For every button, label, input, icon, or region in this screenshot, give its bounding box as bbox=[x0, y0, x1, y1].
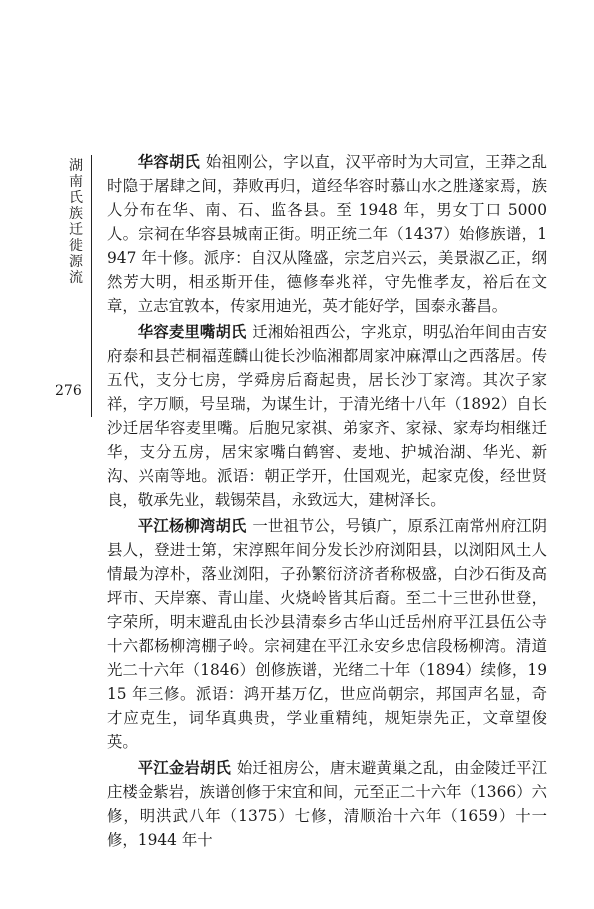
side-title-char: 流 bbox=[69, 270, 83, 286]
paragraph-pingjiang-jinyan-hu bbox=[107, 756, 547, 852]
paragraph-huarong-hu bbox=[107, 150, 547, 318]
side-title-char: 南 bbox=[69, 174, 83, 190]
side-title-char: 族 bbox=[69, 206, 83, 222]
clan-heading: 华容麦里嘴胡氏 bbox=[137, 323, 247, 341]
side-title-char: 徙 bbox=[69, 238, 83, 254]
paragraph-body: 始迁祖房公，唐末避黄巢之乱，由金陵迁平江庄楼金紫岩，族谱创修于宋宜和间，元至正二十六年（1366）六修，明洪武八年（1375）七修，清顺治十六年（1659）十一修，1944 年十 bbox=[107, 759, 547, 849]
page-number: 276 bbox=[55, 383, 82, 399]
side-title-char: 湖 bbox=[69, 158, 83, 174]
paragraph-body: 一世祖节公，号镇广，原系江南常州府江阴县人，登进士第，宋淳熙年间分发长沙府浏阳县，以浏阳风土人情最为淳朴，落业浏阳，子孙繁衍济济者称极盛，白沙石街及高坪市、天岸寨、青山崖、火烧岭皆其后裔。至二十三世孙世登，字荣所，明末避乱由长沙县清泰乡古华山迁岳州府平江县伍公寺十六都杨柳湾棚子岭。宗祠建在平江永安乡忠信段杨柳湾。清道光二十六年（1846）创修族谱，光绪二十年（1894）续修，1915 年三修。派语：鸿开基万亿，世应尚朝宗，邦国声名显，奇才应克生，词华真典贵，学业重精纯，规矩崇先正，文章望俊英。 bbox=[107, 517, 547, 751]
side-title-char: 氏 bbox=[69, 190, 83, 206]
clan-heading: 平江杨柳湾胡氏 bbox=[137, 517, 247, 535]
paragraph-huarong-mailizui-hu bbox=[107, 320, 547, 512]
side-title-char: 迁 bbox=[69, 222, 83, 238]
side-title-char: 源 bbox=[69, 254, 83, 270]
margin-rule bbox=[91, 155, 92, 417]
clan-heading: 华容胡氏 bbox=[137, 153, 200, 171]
main-text bbox=[107, 150, 547, 854]
paragraph-body: 始祖刚公，字以直，汉平帝时为大司宣，王莽之乱时隐于屠肆之间，莽败再归，道经华容时慕山水之胜遂家焉，族人分布在华、南、石、监各县。至 1948 年，男女丁口 5000 人。宗祠在华容县城南正街。明正统二年（1437）始修族谱，1947 年十修。派序：自汉从隆盛，宗芝启兴云，美景淑乙正，纲然芳大明，相丞斯开佳，德修奉兆祥，守先惟孝友，裕后在文章，立志宜敦本，传家用迪光，英才能好学，国泰永蕃昌。 bbox=[107, 153, 547, 315]
paragraph-pingjiang-yangliuwan-hu bbox=[107, 514, 547, 754]
clan-heading: 平江金岩胡氏 bbox=[137, 759, 231, 777]
paragraph-body: 迁湘始祖西公，字兆京，明弘治年间由吉安府泰和县芒桐福莲麟山徙长沙临湘都周家冲麻潭山之西落居。传五代，支分七房，学舜房后裔起贵，居长沙丁家湾。其次子家祥，字万顺，号呈瑞，为谋生计，于清光绪十八年（1892）自长沙迁居华容麦里嘴。后胞兄家祺、弟家齐、家禄、家寿均相继迁华，支分五房，居宋家嘴白鹤窖、麦地、护城治湖、华光、新沟、兴南等地。派语：朝正学开，仕国观光，起家克俊，经世贤良，敬承先业，载锡荣昌，永致远大，建树泽长。 bbox=[107, 323, 547, 509]
running-header-vertical bbox=[68, 158, 84, 286]
